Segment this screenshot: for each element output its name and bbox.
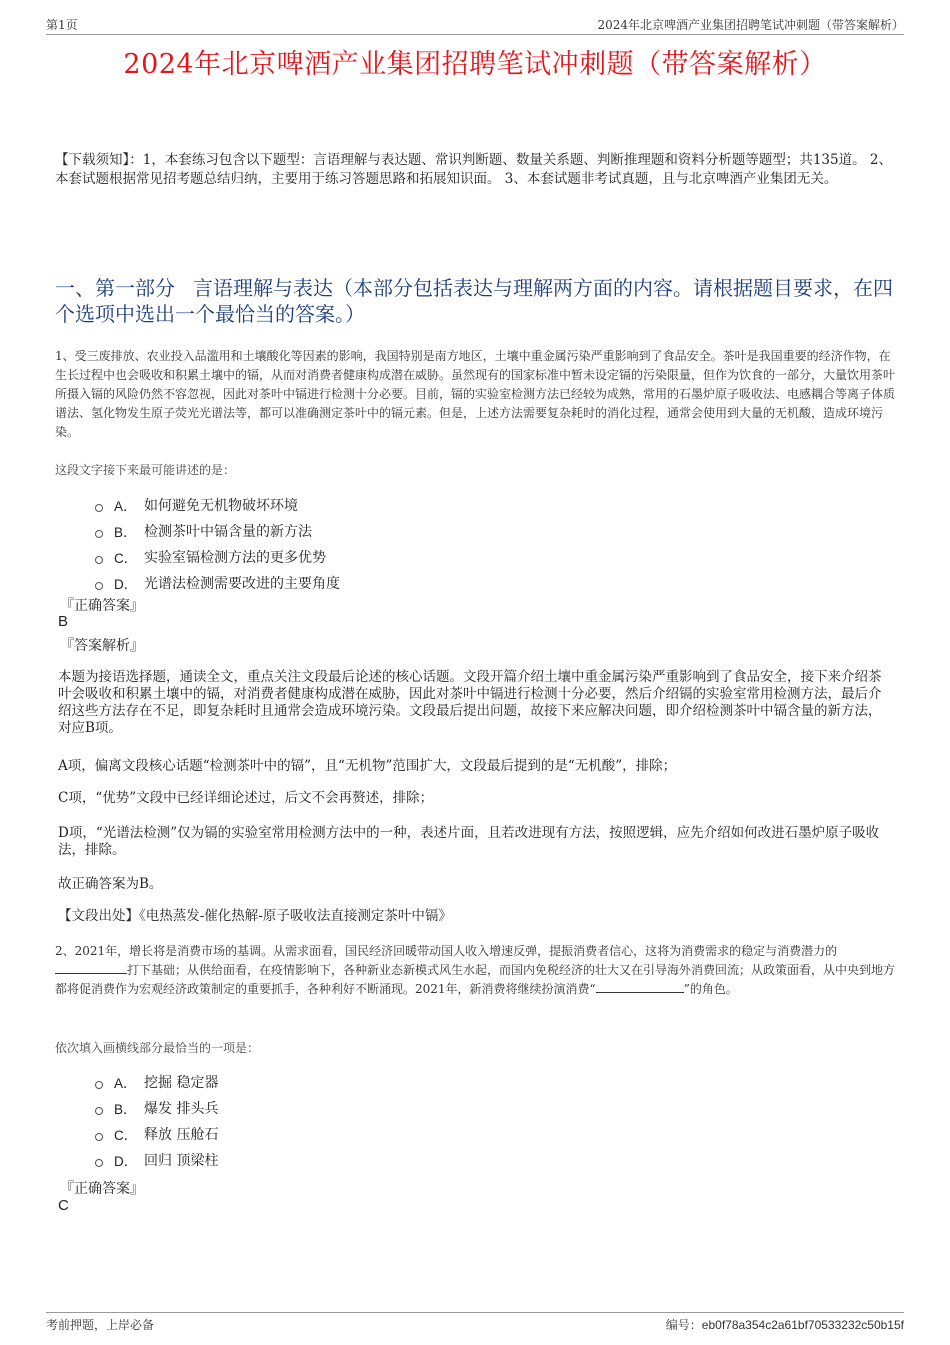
header-doc-name: 2024年北京啤酒产业集团招聘笔试冲刺题（带答案解析）	[597, 18, 904, 32]
correct-answer: B	[58, 613, 69, 630]
fill-blank-1	[55, 961, 127, 974]
page-header	[46, 14, 904, 35]
option-text: 检测茶叶中镉含量的新方法	[144, 524, 312, 540]
page-footer	[46, 1312, 904, 1333]
option-text: 爆发 排头兵	[144, 1101, 219, 1117]
option-b[interactable]: B． 爆发 排头兵	[95, 1095, 218, 1121]
option-d[interactable]: D． 回归 顶梁柱	[95, 1147, 218, 1173]
question-2-options	[95, 1069, 218, 1173]
option-a[interactable]: A． 挖掘 稳定器	[95, 1069, 218, 1095]
analysis-paragraph: 故正确答案为B。	[58, 876, 163, 892]
option-b[interactable]: B． 检测茶叶中镉含量的新方法	[95, 518, 340, 544]
option-c[interactable]: C． 释放 压舱石	[95, 1121, 218, 1147]
analysis-paragraph: C项，“优势”文段中已经详细论述过，后文不会再赘述，排除；	[58, 790, 434, 806]
page-number: 第1页	[46, 18, 78, 32]
section-title: 言语理解与表达（本部分包括表达与理解两方面的内容。请根据题目要求，在四个选项中选出一个最恰当的答案。）	[55, 276, 893, 326]
radio-icon[interactable]	[95, 1133, 103, 1141]
footer-slogan: 考前押题，上岸必备	[46, 1318, 155, 1332]
document-title: 2024年北京啤酒产业集团招聘笔试冲刺题（带答案解析）	[123, 49, 827, 80]
radio-icon[interactable]	[95, 504, 103, 512]
section-heading	[55, 275, 895, 327]
question-1-prompt: 这段文字接下来最可能讲述的是：	[55, 463, 236, 477]
option-text: 挖掘 稳定器	[144, 1075, 219, 1091]
document-code: 编号：eb0f78a354c2a61bf70533232c50b15f	[665, 1318, 904, 1332]
analysis-paragraph: 本题为接语选择题，通读全文，重点关注文段最后论述的核心话题。文段开篇介绍土壤中重金属污染严重影响到了食品安全，接下来介绍茶叶会吸收和积累土壤中的镉，对消费者健康构成潜在威胁，因此对茶叶中镉进行检测十分必要，然后介绍镉的实验室常用检测方法，最后介绍这些方法存在不足，即复杂耗时且通常会造成环境污染。文段最后提出问题，故接下来应解决问题，即介绍检测茶叶中镉含量的新方法，对应B项。	[58, 669, 882, 736]
option-text: 实验室镉检测方法的更多优势	[144, 550, 326, 566]
radio-icon[interactable]	[95, 530, 103, 538]
correct-answer-label: 『正确答案』	[60, 1181, 144, 1197]
radio-icon[interactable]	[95, 1159, 103, 1167]
question-2-prompt: 依次填入画横线部分最恰当的一项是：	[55, 1041, 260, 1055]
option-text: 如何避免无机物破坏环境	[144, 498, 298, 514]
question-2-passage: 2、2021年，增长将是消费市场的基调。从需求面看，国民经济回暖带动国人收入增速反弹，提振消费者信心，这将为消费需求的稳定与消费潜力的打下基础；从供给面看，在疫情影响下，各种新业态新模式风生水起，而国内免税经济的壮大又在引导海外消费回流；从政策面看，从中央到地方都将促消费作为宏观经济政策制定的重要抓手，各种利好不断涌现。2021年，新消费将继续扮演消费“ ”的角色。	[55, 944, 896, 996]
option-d[interactable]: D． 光谱法检测需要改进的主要角度	[95, 570, 340, 596]
download-notice: 【下载须知】：1，本套练习包含以下题型：言语理解与表达题、常识判断题、数量关系题、判断推理题和资料分析题等题型；共135道。 2、本套试题根据常见招考题总结归纳，主要用于练习答题思路和拓展知识面。 3、本套试题非考试真题，且与北京啤酒产业集团无关。	[55, 152, 892, 187]
section-part: 一、第一部分	[55, 276, 175, 300]
source-citation: 【文段出处】《电热蒸发-催化热解-原子吸收法直接测定茶叶中镉》	[58, 908, 452, 924]
fill-blank-2	[596, 980, 684, 993]
analysis-paragraph: D项，“光谱法检测”仅为镉的实验室常用检测方法中的一种，表述片面，且若改进现有方法，按照逻辑，应先介绍如何改进石墨炉原子吸收法，排除。	[58, 825, 880, 858]
question-1-passage: 1、受三废排放、农业投入品滥用和土壤酸化等因素的影响，我国特别是南方地区，土壤中重金属污染严重影响到了食品安全。茶叶是我国重要的经济作物，在生长过程中也会吸收和积累土壤中的镉，从而对消费者健康构成潜在威胁。虽然现有的国家标准中暂未设定镉的污染限量，但作为饮食的一部分，大量饮用茶叶所摄入镉的风险仍然不容忽视，因此对茶叶中镉进行检测十分必要。目前，镉的实验室检测方法已经较为成熟，常用的石墨炉原子吸收法、电感耦合等离子体质谱法、氢化物发生原子荧光光谱法等，都可以准确测定茶叶中的镉元素。但是，上述方法需要复杂耗时的消化过程，通常会使用到大量的无机酸，造成环境污染。	[55, 349, 896, 439]
radio-icon[interactable]	[95, 556, 103, 564]
option-text: 释放 压舱石	[144, 1127, 219, 1143]
radio-icon[interactable]	[95, 1107, 103, 1115]
option-c[interactable]: C． 实验室镉检测方法的更多优势	[95, 544, 340, 570]
option-text: 光谱法检测需要改进的主要角度	[144, 576, 340, 592]
correct-answer: C	[58, 1197, 69, 1214]
analysis-paragraph: A项，偏离文段核心话题“检测茶叶中的镉”，且“无机物”范围扩大，文段最后提到的是“无机酸”，排除；	[58, 758, 677, 774]
radio-icon[interactable]	[95, 1081, 103, 1089]
radio-icon[interactable]	[95, 582, 103, 590]
question-1-options	[95, 492, 340, 596]
correct-answer-label: 『正确答案』	[60, 598, 144, 614]
option-text: 回归 顶梁柱	[144, 1153, 219, 1169]
analysis-label: 『答案解析』	[60, 638, 144, 654]
option-a[interactable]: A． 如何避免无机物破坏环境	[95, 492, 340, 518]
